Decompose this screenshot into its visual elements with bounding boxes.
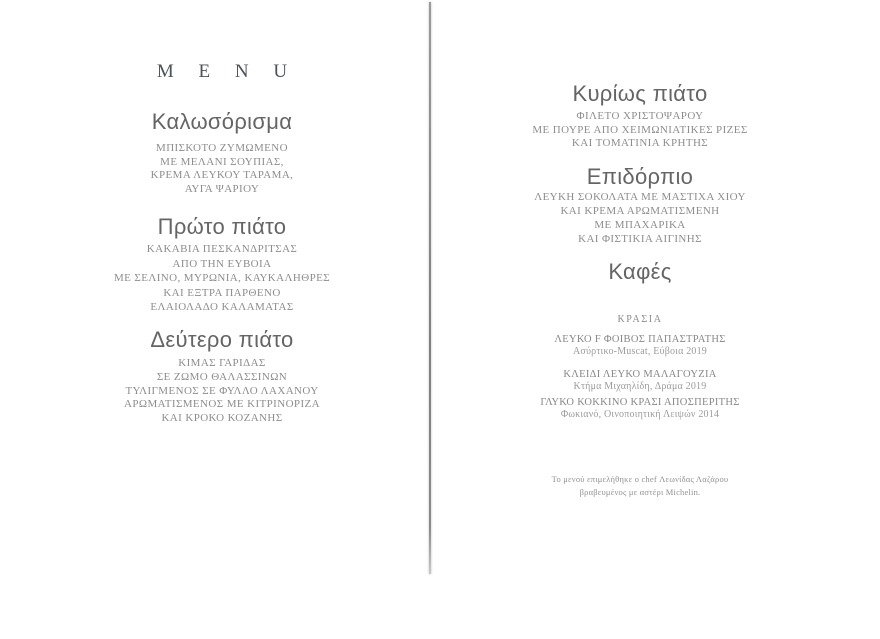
menu-line: ΜΕ ΠΟΥΡΕ ΑΠΟ ΧΕΙΜΩΝΙΑΤΙΚΕΣ ΡΙΖΕΣ (532, 123, 748, 136)
menu-line: ΕΛΑΙΟΛΑΔΟ ΚΑΛΑΜΑΤΑΣ (150, 301, 294, 313)
wine-name: ΛΕΥΚΟ F ΦΟΙΒΟΣ ΠΑΠΑΣΤΡΑΤΗΣ (554, 334, 726, 345)
menu-line: ΜΠΙΣΚΟΤΟ ΖΥΜΩΜΕΝΟ (156, 142, 288, 154)
section-lines-welcome (0, 142, 444, 196)
menu-line: ΚΙΜΑΣ ΓΑΡΙΔΑΣ (178, 357, 266, 369)
wine-list-heading: ΚΡΑΣΙΑ (617, 314, 663, 325)
section-heading-dessert: Επιδόρπιο (586, 164, 694, 189)
section-lines-first-plate (0, 242, 444, 315)
menu-line: ΛΕΥΚΗ ΣΟΚΟΛΑΤΑ ΜΕ ΜΑΣΤΙΧΑ ΧΙΟΥ (534, 191, 746, 203)
menu-line: ΜΕ ΜΕΛΑΝΙ ΣΟΥΠΙΑΣ, (160, 155, 284, 168)
section-heading-main-plate: Κυρίως πιάτο (572, 81, 708, 106)
wine-item (430, 369, 850, 392)
wine-detail: Ασύρτικο-Muscat, Εύβοια 2019 (572, 345, 708, 357)
menu-line: ΣΕ ΖΩΜΟ ΘΑΛΑΣΣΙΝΩΝ (156, 370, 288, 383)
menu-line: ΤΥΛΙΓΜΕΝΟΣ ΣΕ ΦΥΛΛΟ ΛΑΧΑΝΟΥ (125, 384, 319, 397)
chef-credit-note (430, 473, 850, 499)
section-heading-welcome: Καλωσόρισμα (151, 109, 293, 134)
menu-line: ΚΑΙ ΚΡΕΜΑ ΑΡΩΜΑΤΙΣΜΕΝΗ (560, 205, 720, 217)
menu-line: ΑΠΟ ΤΗΝ ΕΥΒΟΙΑ (172, 257, 272, 270)
chef-credit-line: βραβευμένος με αστέρι Michelin. (579, 487, 701, 497)
wine-item (430, 397, 850, 420)
section-heading-first-plate: Πρώτο πιάτο (157, 214, 287, 239)
menu-line: ΚΑΙ ΤΟΜΑΤΙΝΙΑ ΚΡΗΤΗΣ (571, 137, 709, 149)
chef-credit-line: Το μενού επιμελήθηκε ο chef Λεωνίδας Λαζάρου (551, 474, 729, 484)
wine-name: ΚΛΕΙΔΙ ΛΕΥΚΟ ΜΑΛΑΓΟΥΖΙΑ (563, 369, 717, 380)
menu-line: ΑΡΩΜΑΤΙΣΜΕΝΟΣ ΜΕ ΚΙΤΡΙΝΟΡΙΖΑ (124, 398, 320, 411)
wine-detail: Φωκιανό, Οινοποιητική Λειψών 2014 (560, 408, 720, 420)
menu-line: ΦΙΛΕΤΟ ΧΡΙΣΤΟΨΑΡΟΥ (576, 110, 704, 122)
menu-line: ΚΑΙ ΕΞΤΡΑ ΠΑΡΘΕΝΟ (163, 286, 281, 299)
menu-line: ΚΑΙ ΚΡΟΚΟ ΚΟΖΑΝΗΣ (161, 412, 283, 425)
menu-line: ΑΥΓΑ ΨΑΡΙΟΥ (184, 182, 260, 195)
menu-line: ΚΡΕΜΑ ΛΕΥΚΟΥ ΤΑΡΑΜΑ, (150, 169, 294, 181)
section-heading-second-plate: Δεύτερο πιάτο (150, 327, 294, 352)
menu-line: ΚΑΙ ΦΙΣΤΙΚΙΑ ΑΙΓΙΝΗΣ (578, 233, 702, 245)
section-lines-main-plate (430, 110, 850, 151)
menu-line: ΚΑΚΑΒΙΑ ΠΕΣΚΑΝΔΡΙΤΣΑΣ (146, 243, 298, 255)
wine-detail: Κτήμα Μιχαηλίδη, Δράμα 2019 (573, 380, 707, 392)
wine-item (430, 334, 850, 357)
section-heading-coffee: Καφές (608, 259, 672, 284)
section-lines-dessert (430, 190, 850, 246)
wine-name: ΓΛΥΚΟ ΚΟΚΚΙΝΟ ΚΡΑΣΙ ΑΠΟΣΠΕΡΙΤΗΣ (540, 397, 740, 408)
menu-line: ΜΕ ΜΠΑΧΑΡΙΚΑ (594, 219, 686, 231)
menu-title: M E N U (156, 61, 298, 82)
menu-page-right (430, 0, 850, 639)
section-lines-second-plate (0, 357, 444, 426)
menu-line: ΜΕ ΣΕΛΙΝΟ, ΜΥΡΩΝΙΑ, ΚΑΥΚΑΛΗΘΡΕΣ (113, 272, 331, 284)
